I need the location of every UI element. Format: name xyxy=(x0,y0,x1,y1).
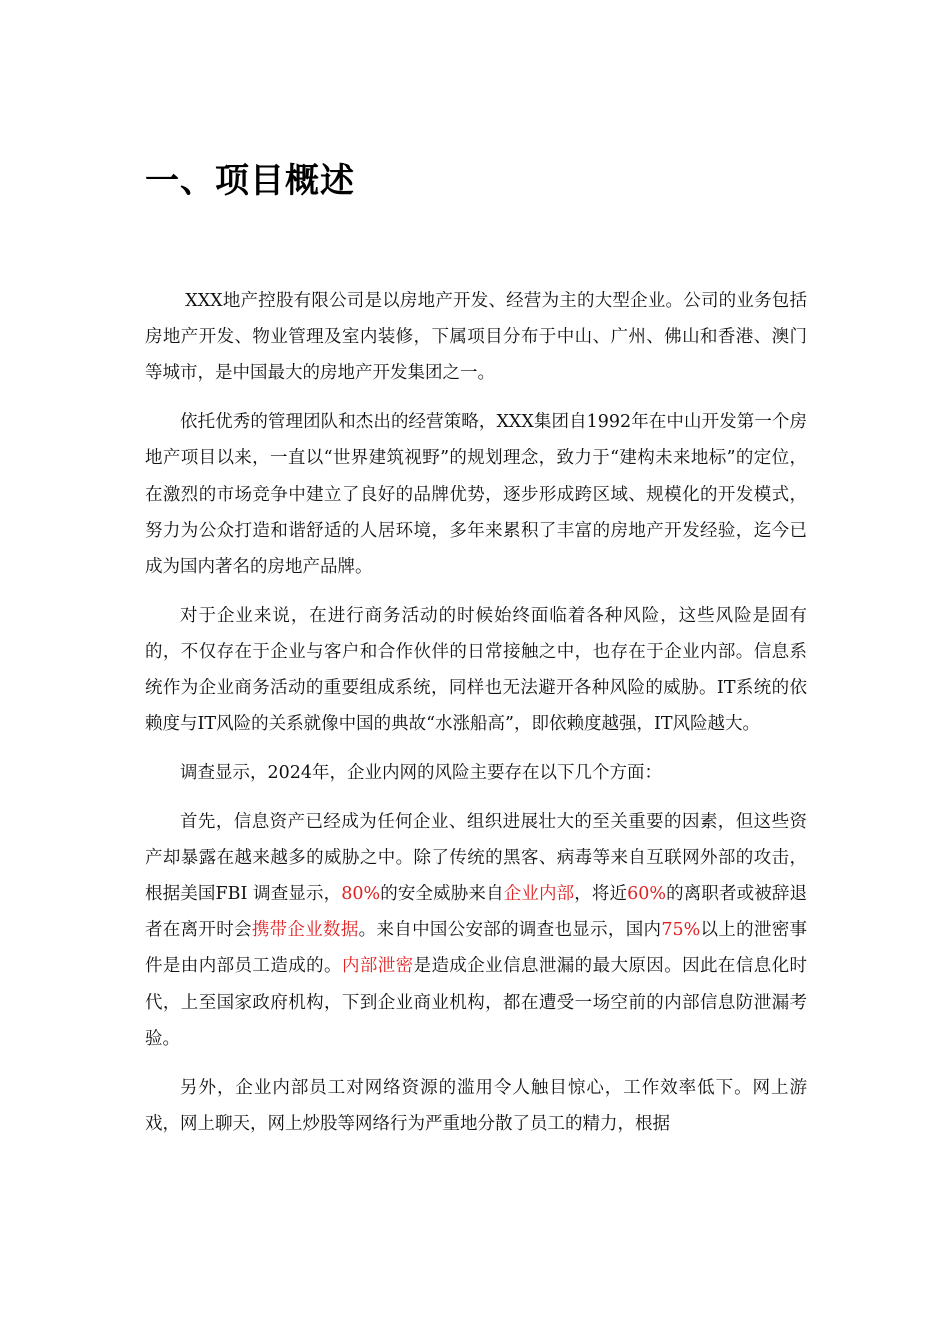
section-heading: 一、项目概述 xyxy=(145,161,355,201)
highlight-internal-leak: 内部泄密 xyxy=(341,956,414,977)
highlight-carry-data: 携带企业数据 xyxy=(251,920,359,941)
text-segment: 是造成企业信息泄漏的最大原因。因此在信息化时代，上至国家政府机构，下到企业商业机构，都在遭受一场空前的内部信息防泄漏考验。 xyxy=(145,956,808,1049)
text-segment: 以上的泄密事件是由内部员工造成的。 xyxy=(145,920,808,977)
paragraph-business-risk: 对于企业来说，在进行商务活动的时候始终面临着各种风险，这些风险是固有的，不仅存在于企业与客户和合作伙伴的日常接触之中，也存在于企业内部。信息系统作为企业商务活动的重要组成系统，同样也无法避开各种风险的威胁。IT系统的依赖度与IT风险的关系就像中国的典故“水涨船高”，即依赖度越强，IT风险越大。 xyxy=(145,605,807,735)
paragraph-network-abuse: 另外，企业内部员工对网络资源的滥用令人触目惊心，工作效率低下。网上游戏，网上聊天，网上炒股等网络行为严重地分散了员工的精力，根据 xyxy=(145,1077,807,1134)
paragraph-survey-intro: 调查显示，2024年，企业内网的风险主要存在以下几个方面： xyxy=(180,762,663,783)
paragraph-internal-threats xyxy=(145,804,807,1057)
paragraph-company-history: 依托优秀的管理团队和杰出的经营策略，XXX集团自1992年在中山开发第一个房地产项目以来，一直以“世界建筑视野”的规划理念，致力于“建构未来地标”的定位，在激烈的市场竞争中建立了良好的品牌优势，逐步形成跨区域、规模化的开发模式，努力为公众打造和谐舒适的人居环境，多年来累积了丰富的房地产开发经验，迄今已成为国内著名的房地产品牌。 xyxy=(145,412,807,577)
highlight-80-percent: 80% xyxy=(341,884,381,905)
text-segment: 的安全威胁来自 xyxy=(380,884,504,905)
text-segment: 的离职者或被辞退者在离开时会 xyxy=(145,884,808,941)
text-segment: ，将近 xyxy=(574,884,628,905)
text-segment: 。来自中国公安部的调查也显示，国内 xyxy=(358,920,662,941)
highlight-internal: 企业内部 xyxy=(503,884,575,905)
text-segment: 首先，信息资产已经成为任何企业、组织进展壮大的至关重要的因素，但这些资产却暴露在越来越多的威胁之中。除了传统的黑客、病毒等来自互联网外部的攻击，根据美国FBI 调查显示， xyxy=(145,811,807,905)
highlight-75-percent: 75% xyxy=(661,920,701,941)
document-body xyxy=(145,283,807,1154)
paragraph-company-intro: XXX地产控股有限公司是以房地产开发、经营为主的大型企业。公司的业务包括房地产开发、物业管理及室内装修，下属项目分布于中山、广州、佛山和香港、澳门等城市，是中国最大的房地产开发集团之一。 xyxy=(145,291,807,384)
highlight-60-percent: 60% xyxy=(627,884,667,905)
